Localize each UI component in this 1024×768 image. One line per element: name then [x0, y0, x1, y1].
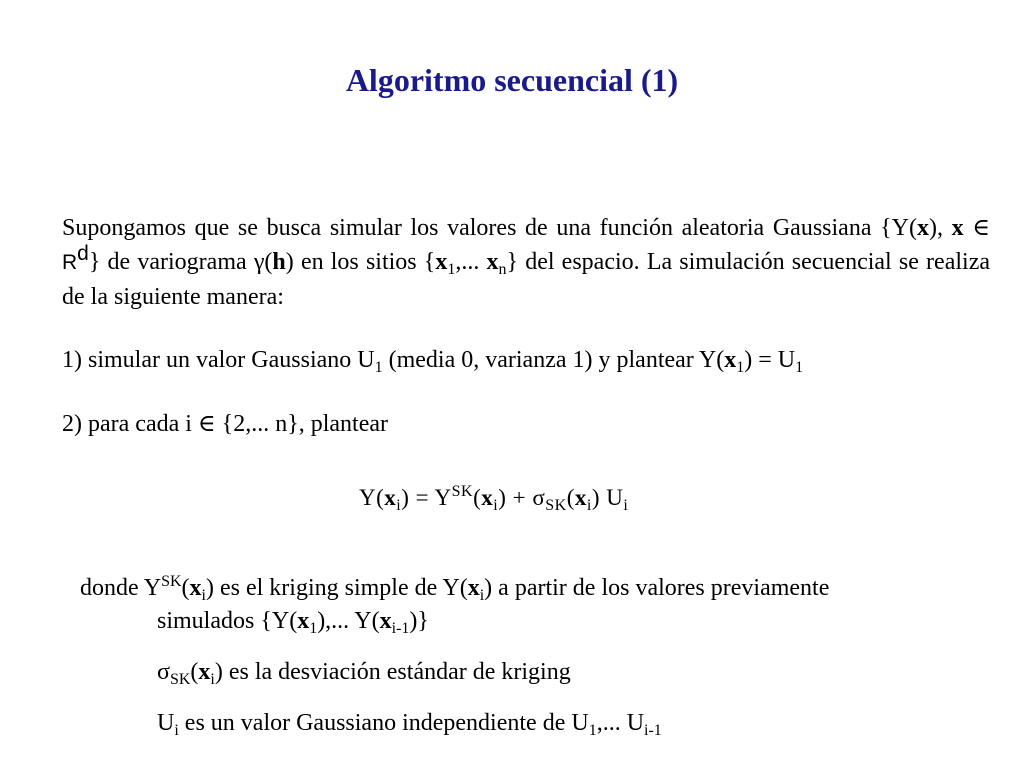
- text: simulados {Y(: [157, 608, 298, 634]
- text: es un valor Gaussiano independiente de U: [178, 710, 589, 736]
- text: SK: [161, 573, 182, 590]
- slide-title: Algoritmo secuencial (1): [345, 62, 679, 98]
- text: i-1: [644, 722, 662, 739]
- text: 1: [447, 261, 456, 278]
- text: 1: [309, 620, 318, 637]
- text: i-1: [391, 620, 410, 637]
- text: x: [189, 575, 202, 601]
- text: ) a partir de los valores previamente: [484, 575, 830, 601]
- sigma-line: [157, 655, 571, 689]
- text: R: [62, 251, 78, 274]
- text: ) en los sitios {: [285, 249, 436, 275]
- text: i: [174, 722, 179, 739]
- text: 1: [795, 359, 804, 376]
- text: ),: [928, 215, 952, 241]
- text: ) es la desviación estándar de kriging: [214, 659, 571, 685]
- text: ),... Y(: [317, 608, 380, 634]
- text: 1: [588, 722, 597, 739]
- text: d: [77, 242, 89, 265]
- text: i: [396, 497, 402, 514]
- text: (: [190, 659, 199, 685]
- text: x: [384, 485, 397, 510]
- text: i: [493, 497, 499, 514]
- text: i: [623, 497, 629, 514]
- text: )}: [409, 608, 429, 634]
- text: (: [473, 485, 482, 510]
- text: 1: [374, 359, 383, 376]
- text: σ: [157, 659, 170, 685]
- text: i: [201, 587, 206, 604]
- intro-paragraph: [62, 211, 990, 314]
- text: ) = U: [744, 347, 796, 373]
- text: x: [951, 215, 964, 241]
- text: x: [467, 575, 480, 601]
- text: ) U: [591, 485, 624, 510]
- text: x: [481, 485, 494, 510]
- text: x: [297, 608, 310, 634]
- text: ,... U: [596, 710, 645, 736]
- text: i: [210, 671, 215, 688]
- text: ) + σ: [498, 485, 546, 510]
- text: (media 0, varianza 1) y plantear Y(: [382, 347, 725, 373]
- step-1: [62, 343, 803, 377]
- text: x: [916, 215, 929, 241]
- text: (: [181, 575, 190, 601]
- donde-line: [80, 572, 1000, 604]
- text: ∈: [963, 215, 990, 241]
- text: h: [272, 249, 286, 275]
- ui-line: [157, 706, 662, 740]
- text: donde Y: [80, 575, 162, 601]
- step-2: 2) para cada i ∈ {2,... n}, plantear: [62, 411, 389, 437]
- text: x: [574, 485, 587, 510]
- text: ) es el kriging simple de Y(: [206, 575, 468, 601]
- text: x: [198, 659, 211, 685]
- text: SK: [545, 497, 567, 514]
- text: Y(: [359, 485, 385, 510]
- text: x: [379, 608, 392, 634]
- text: ) = Y: [401, 485, 452, 510]
- text: x: [724, 347, 737, 373]
- text: Supongamos que se busca simular los valores de una función aleatoria Gaussiana {Y(: [62, 215, 917, 241]
- text: (: [566, 485, 575, 510]
- text: 1) simular un valor Gaussiano U: [62, 347, 375, 373]
- text: U: [157, 710, 175, 736]
- text: x: [486, 249, 499, 275]
- text: } de variograma γ(: [88, 249, 273, 275]
- simulados-line: [157, 604, 429, 638]
- text: i: [479, 587, 485, 604]
- text: ,...: [455, 249, 487, 275]
- text: 1: [736, 359, 745, 376]
- text: i: [586, 497, 592, 514]
- text: n: [498, 261, 507, 278]
- formula: [359, 481, 689, 515]
- text: SK: [169, 671, 191, 688]
- text: SK: [451, 483, 474, 500]
- text: } del espacio. La simulación secuencial se realiza de la siguiente manera:: [62, 249, 990, 310]
- text: x: [435, 249, 448, 275]
